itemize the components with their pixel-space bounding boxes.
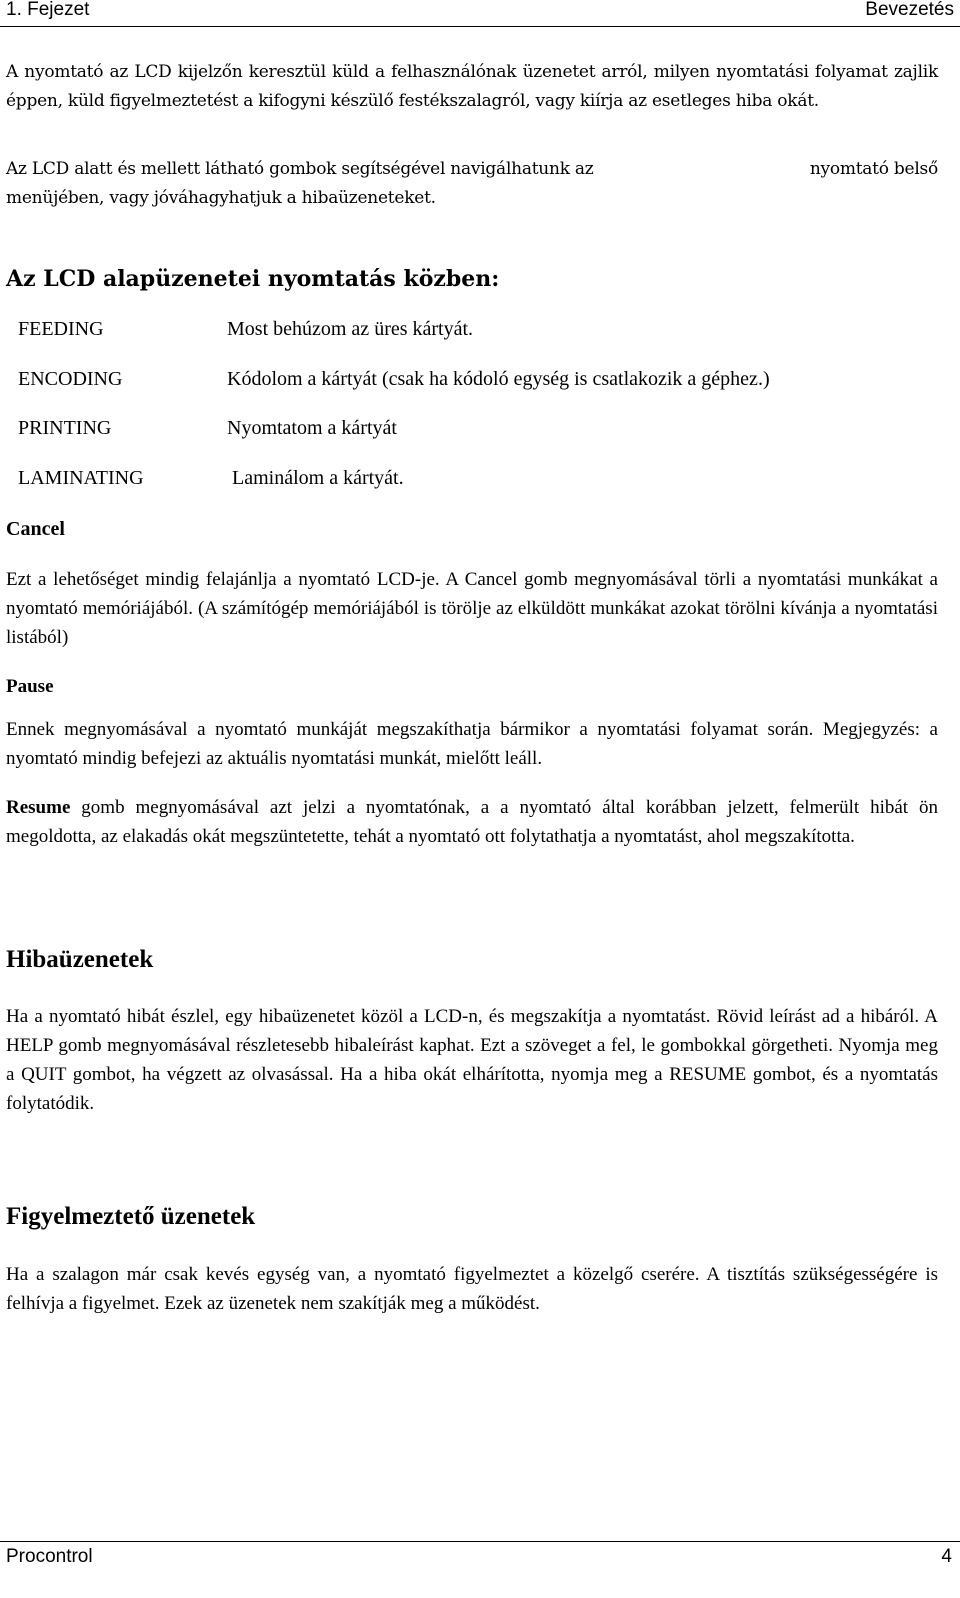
section-label: Bevezetés xyxy=(865,0,954,20)
page-number: 4 xyxy=(941,1546,952,1567)
resume-label: Resume xyxy=(6,797,71,818)
intro-paragraph: A nyomtató az LCD kijelzőn keresztül küld a felhasználónak üzenetet arról, milyen nyomtatási folyamat zajlik éppen, küld figyelmeztetést a kifogyni készülő festékszalagról, vagy kiírja az esetleges hiba okát. xyxy=(6,62,938,111)
lcd-message-code: ENCODING xyxy=(18,368,123,390)
lcd-message-code: FEEDING xyxy=(18,318,104,340)
lcd-message-description: Laminálom a kártyát. xyxy=(227,467,404,489)
navigation-text-right: nyomtató belső xyxy=(809,159,938,179)
lcd-message-description: Kódolom a kártyát (csak ha kódoló egység is csatlakozik a géphez.) xyxy=(227,368,770,390)
lcd-message-description: Most behúzom az üres kártyát. xyxy=(227,318,474,340)
page-footer xyxy=(0,1541,960,1598)
pause-description: Ennek megnyomásával a nyomtató munkáját megszakíthatja bármikor a nyomtatási folyamat során. Megjegyzés: a nyomtató mindig befejezi az aktuális nyomtatási munkát, mielőtt leáll. xyxy=(6,719,938,769)
navigation-text-left: Az LCD alatt és mellett látható gombok segítségével navigálhatunk az xyxy=(6,159,594,179)
resume-description: gomb megnyomásával azt jelzi a nyomtatónak, a a nyomtató által korábban jelzett, felmerült hibát ön megoldotta, az elakadás okát megszüntetette, tehát a nyomtató ott folytathatja a nyomtatást, ahol megszakította. xyxy=(6,797,938,847)
cancel-label: Cancel xyxy=(6,518,65,540)
lcd-message-code: PRINTING xyxy=(18,417,112,439)
warnings-description: Ha a szalagon már csak kevés egység van, a nyomtató figyelmeztet a közelgő cserére. A tisztítás szükségességére is felhívja a figyelmet. Ezek az üzenetek nem szakítják meg a működést. xyxy=(6,1264,938,1314)
lcd-messages-heading: Az LCD alapüzenetei nyomtatás közben: xyxy=(6,266,500,292)
warnings-heading: Figyelmeztető üzenetek xyxy=(6,1203,256,1230)
lcd-message-description: Nyomtatom a kártyát xyxy=(227,417,397,439)
lcd-message-code: LAMINATING xyxy=(18,467,144,489)
resume-paragraph xyxy=(6,793,938,851)
navigation-line-1 xyxy=(6,155,938,184)
navigation-paragraph xyxy=(6,155,938,213)
errors-description: Ha a nyomtató hibát észlel, egy hibaüzenetet közöl a LCD-n, és megszakítja a nyomtatást. Rövid leírást ad a hibáról. A HELP gomb megnyomásával részletesebb hibaleírást kaphat. Ezt a szöveget a fel, le gombokkal görgetheti. Nyomja meg a QUIT gombot, ha végzett az olvasással. Ha a hiba okát elhárította, nyomja meg a RESUME gombot, és a nyomtatás folytatódik. xyxy=(6,1006,938,1114)
errors-heading: Hibaüzenetek xyxy=(6,946,154,973)
chapter-label: 1. Fejezet xyxy=(6,0,90,20)
footer-company: Procontrol xyxy=(6,1546,93,1567)
pause-label: Pause xyxy=(6,676,54,697)
page-header xyxy=(0,0,960,27)
cancel-description: Ezt a lehetőséget mindig felajánlja a nyomtató LCD-je. A Cancel gomb megnyomásával törli a nyomtatási munkákat a nyomtató memóriájából. (A számítógép memóriájából is törölje az elküldött munkákat azokat törölni kívánja a nyomtatási listából) xyxy=(6,569,938,648)
navigation-line-2: menüjében, vagy jóváhagyhatjuk a hibaüzeneteket. xyxy=(6,188,436,208)
